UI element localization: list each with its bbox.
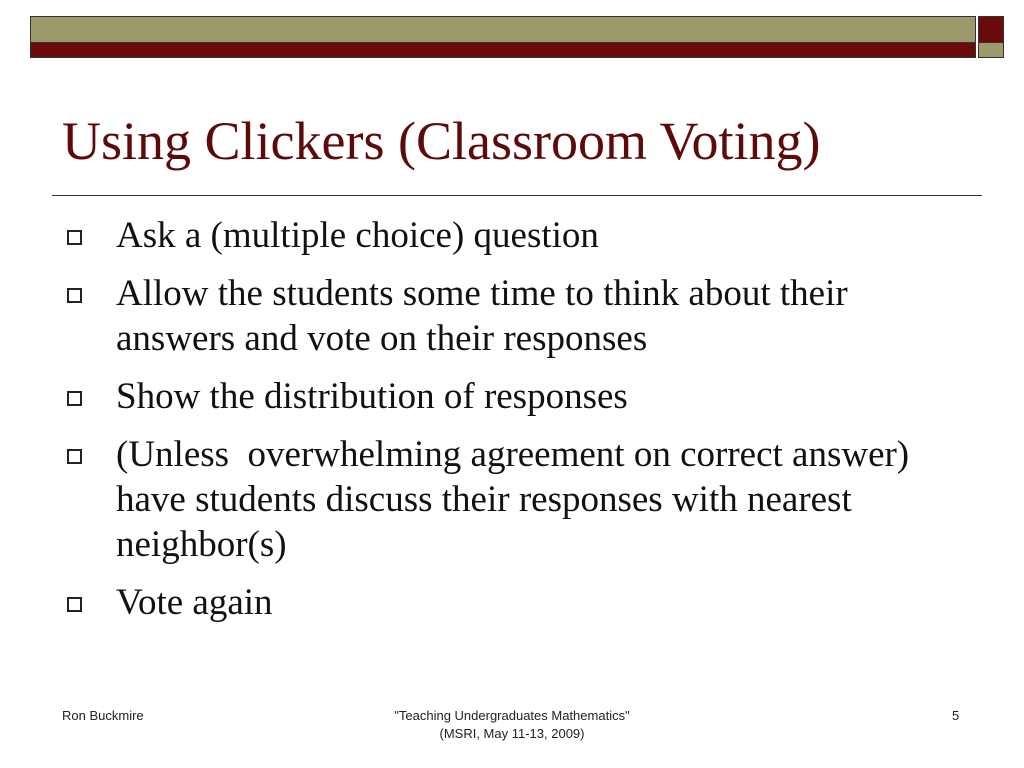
bullet-list xyxy=(62,213,962,638)
footer-page-number: 5 xyxy=(952,708,960,723)
square-bullet-icon xyxy=(67,230,82,245)
slide-title: Using Clickers (Classroom Voting) xyxy=(62,111,821,171)
header-maroon-stripe xyxy=(31,43,975,57)
header-decoration-band xyxy=(30,16,976,58)
bullet-text: Ask a (multiple choice) question xyxy=(116,215,599,256)
bullet-item xyxy=(62,432,962,567)
footer-event-title: "Teaching Undergraduates Mathematics" xyxy=(394,708,630,723)
footer-event xyxy=(312,707,712,743)
bullet-item xyxy=(62,213,962,258)
title-divider xyxy=(52,195,982,196)
square-bullet-icon xyxy=(67,449,82,464)
square-bullet-icon xyxy=(67,597,82,612)
bullet-text: Vote again xyxy=(116,582,273,623)
bullet-item xyxy=(62,580,962,625)
footer-author: Ron Buckmire xyxy=(62,708,144,723)
corner-olive-square xyxy=(979,43,1003,57)
header-olive-stripe xyxy=(31,17,975,43)
square-bullet-icon xyxy=(67,391,82,406)
square-bullet-icon xyxy=(67,288,82,303)
footer-event-details: (MSRI, May 11-13, 2009) xyxy=(439,726,585,741)
corner-maroon-square xyxy=(979,17,1003,43)
bullet-text: Show the distribution of responses xyxy=(116,376,628,417)
bullet-item xyxy=(62,271,962,361)
bullet-text: Allow the students some time to think about their answers and vote on their responses xyxy=(116,273,857,359)
bullet-item xyxy=(62,374,962,419)
header-corner-block xyxy=(978,16,1004,58)
bullet-text: (Unless overwhelming agreement on correct answer) have students discuss their responses with nearest neighbor(s) xyxy=(116,434,919,565)
